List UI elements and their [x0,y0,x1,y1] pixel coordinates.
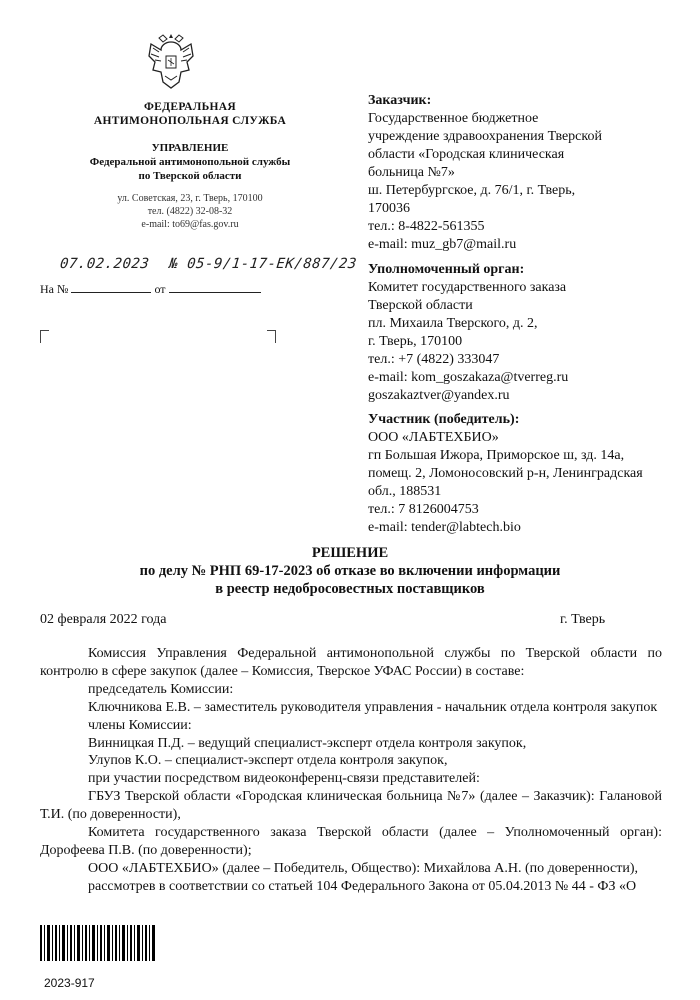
body-paragraph: Улупов К.О. – специалист-эксперт отдела контроля закупок, [88,753,448,769]
reference-line [40,282,280,297]
decision-heading [0,544,700,598]
agency-email: e-mail: to69@fas.gov.ru [141,219,239,230]
authority-email: e-mail: kom_goszakaza@tverreg.ru [368,370,569,385]
address-corner-mark-right [267,330,276,343]
body-paragraph: при участии посредством видеоконференц-связи представителей: [88,771,480,787]
authority-email-alt: goszakaztver@yandex.ru [368,388,510,403]
customer-line: больница №7» [368,165,455,180]
customer-title: Заказчик: [368,93,432,108]
authority-line: г. Тверь, 170100 [368,334,463,349]
decision-subtitle-line2: в реестр недобросовестных поставщиков [215,581,485,597]
body-paragraph: ГБУЗ Тверской области «Городская клиническая больница №7» (далее – Заказчик): Галановой Т.И. (по доверенности), [40,789,662,823]
body-paragraph: Комиссия Управления Федеральной антимонопольной службы по Тверской области по контролю в сфере закупок (далее – Комиссия, Тверское УФАС России) в составе: [40,646,662,679]
reference-number-blank [71,282,151,293]
customer-line: 170036 [368,201,410,216]
body-paragraph: Винницкая П.Д. – ведущий специалист-эксперт отдела контроля закупок, [88,735,527,751]
decision-title: РЕШЕНИЕ [311,545,389,561]
participant-title: Участник (победитель): [368,412,520,427]
department-line2: Федеральной антимонопольной службы [89,156,291,168]
department-line3: по Тверской области [138,170,242,182]
authority-title: Уполномоченный орган: [368,262,525,277]
decision-subtitle-line1: по делу № РНП 69-17-2023 об отказе во включении информации [139,563,561,579]
participant-block [368,411,668,537]
participant-email: e-mail: tender@labtech.bio [368,520,521,535]
authority-line: Тверской области [368,298,473,313]
decision-body [40,645,662,896]
customer-line: учреждение здравоохранения Тверской [368,129,602,144]
handwritten-date: 07.02.2023 [59,256,151,272]
body-paragraph: рассмотрев в соответствии со статьей 104 Федерального Закона от 05.04.2013 № 44 - ФЗ «О [88,878,637,894]
reference-date-blank [169,282,261,293]
authority-block [368,261,668,405]
decision-date: 02 февраля 2022 года [40,612,167,627]
reference-from-label: от [154,282,166,296]
body-paragraph: Ключникова Е.В. – заместитель руководителя управления - начальник отдела контроля закупок [88,699,658,715]
agency-name [40,100,340,128]
authority-phone: тел.: +7 (4822) 333047 [368,352,500,367]
body-paragraph: Комитета государственного заказа Тверской области (далее – Уполномоченный орган): Дорофеева П.В. (по доверенности); [40,825,662,858]
customer-line: области «Городская клиническая [368,147,565,162]
authority-line: пл. Михаила Тверского, д. 2, [368,316,538,331]
customer-line: Государственное бюджетное [368,111,539,126]
address-corner-mark-left [40,330,49,343]
participant-line: гп Большая Ижора, Приморское ш, зд. 14а, [368,448,625,463]
agency-phone: тел. (4822) 32-08-32 [147,206,233,217]
customer-phone: тел.: 8-4822-561355 [368,219,485,234]
body-paragraph: председатель Комиссии: [88,681,234,697]
agency-name-line1: ФЕДЕРАЛЬНАЯ [143,101,236,113]
decision-city: г. Тверь [560,612,606,627]
agency-address-block [40,192,340,231]
handwritten-number-sign: № [168,256,180,272]
reference-number-label: На № [40,282,69,296]
participant-line: ООО «ЛАБТЕХБИО» [368,430,499,445]
customer-line: ш. Петербургское, д. 76/1, г. Тверь, [368,183,576,198]
body-paragraph: члены Комиссии: [88,717,192,733]
participant-line: обл., 188531 [368,484,442,499]
document-barcode [40,925,156,961]
department-name [40,141,340,183]
agency-address: ул. Советская, 23, г. Тверь, 170100 [117,193,263,204]
customer-email: e-mail: muz_gb7@mail.ru [368,237,517,252]
handwritten-registration [59,256,358,272]
barcode-number: 2023-917 [44,976,95,990]
coat-of-arms-emblem [145,30,197,92]
participant-phone: тел.: 7 8126004753 [368,502,479,517]
body-paragraph: ООО «ЛАБТЕХБИО» (далее – Победитель, Общество): Михайлова А.Н. (по доверенности), [88,860,639,876]
authority-line: Комитет государственного заказа [368,280,567,295]
agency-name-line2: АНТИМОНОПОЛЬНАЯ СЛУЖБА [93,115,287,127]
department-title: УПРАВЛЕНИЕ [151,142,229,154]
customer-block [368,92,668,254]
handwritten-number: 05-9/1-17-ЕК/887/23 [186,256,358,272]
participant-line: помещ. 2, Ломоносовский р-н, Ленинградская [368,466,643,481]
